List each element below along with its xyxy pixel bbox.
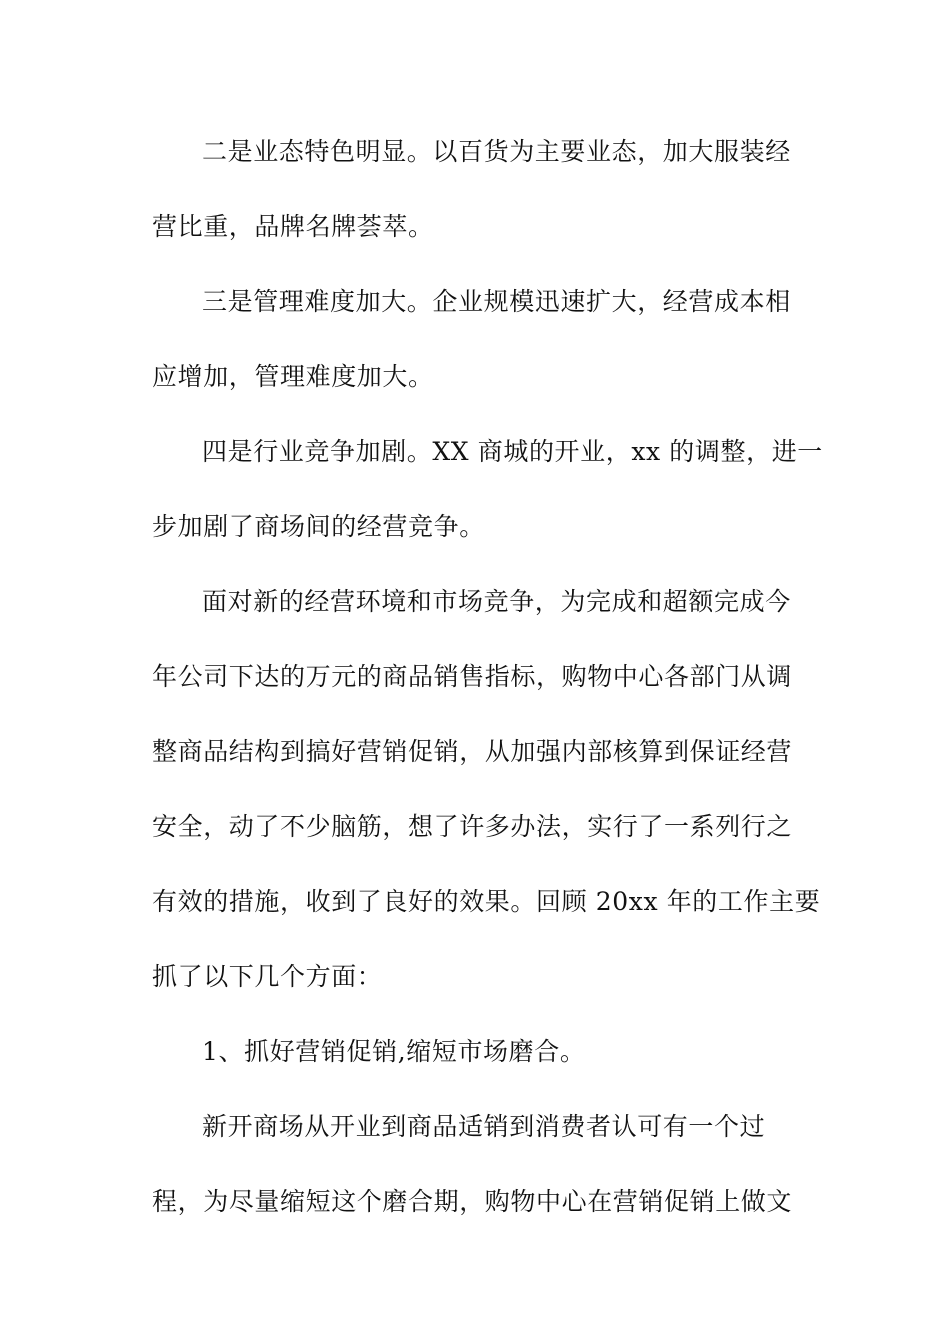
paragraph-line: 程，为尽量缩短这个磨合期，购物中心在营销促销上做文 (152, 1187, 793, 1216)
paragraph-line: 步加剧了商场间的经营竞争。 (152, 512, 485, 541)
paragraph-line: 面对新的经营环境和市场竞争，为完成和超额完成今 (202, 587, 791, 616)
paragraph-line: 新开商场从开业到商品适销到消费者认可有一个过 (202, 1112, 766, 1141)
paragraph-line: 营比重，品牌名牌荟萃。 (152, 212, 434, 241)
paragraph-line: 年公司下达的万元的商品销售指标，购物中心各部门从调 (152, 662, 793, 691)
paragraph-line: 有效的措施，收到了良好的效果。回顾 20xx 年的工作主要 (152, 887, 821, 916)
paragraph-line: 整商品结构到搞好营销促销，从加强内部核算到保证经营 (152, 737, 793, 766)
paragraph-line: 四是行业竞争加剧。XX 商城的开业，xx 的调整，进一 (202, 437, 823, 466)
section-heading-line: 1、抓好营销促销,缩短市场磨合。 (202, 1037, 586, 1066)
paragraph-line: 应增加，管理难度加大。 (152, 362, 434, 391)
paragraph-line: 抓了以下几个方面： (152, 962, 383, 991)
paragraph-line: 二是业态特色明显。以百货为主要业态，加大服装经 (202, 137, 791, 166)
paragraph-line: 安全，动了不少脑筋，想了许多办法，实行了一系列行之 (152, 812, 793, 841)
paragraph-line: 三是管理难度加大。企业规模迅速扩大，经营成本相 (202, 287, 791, 316)
